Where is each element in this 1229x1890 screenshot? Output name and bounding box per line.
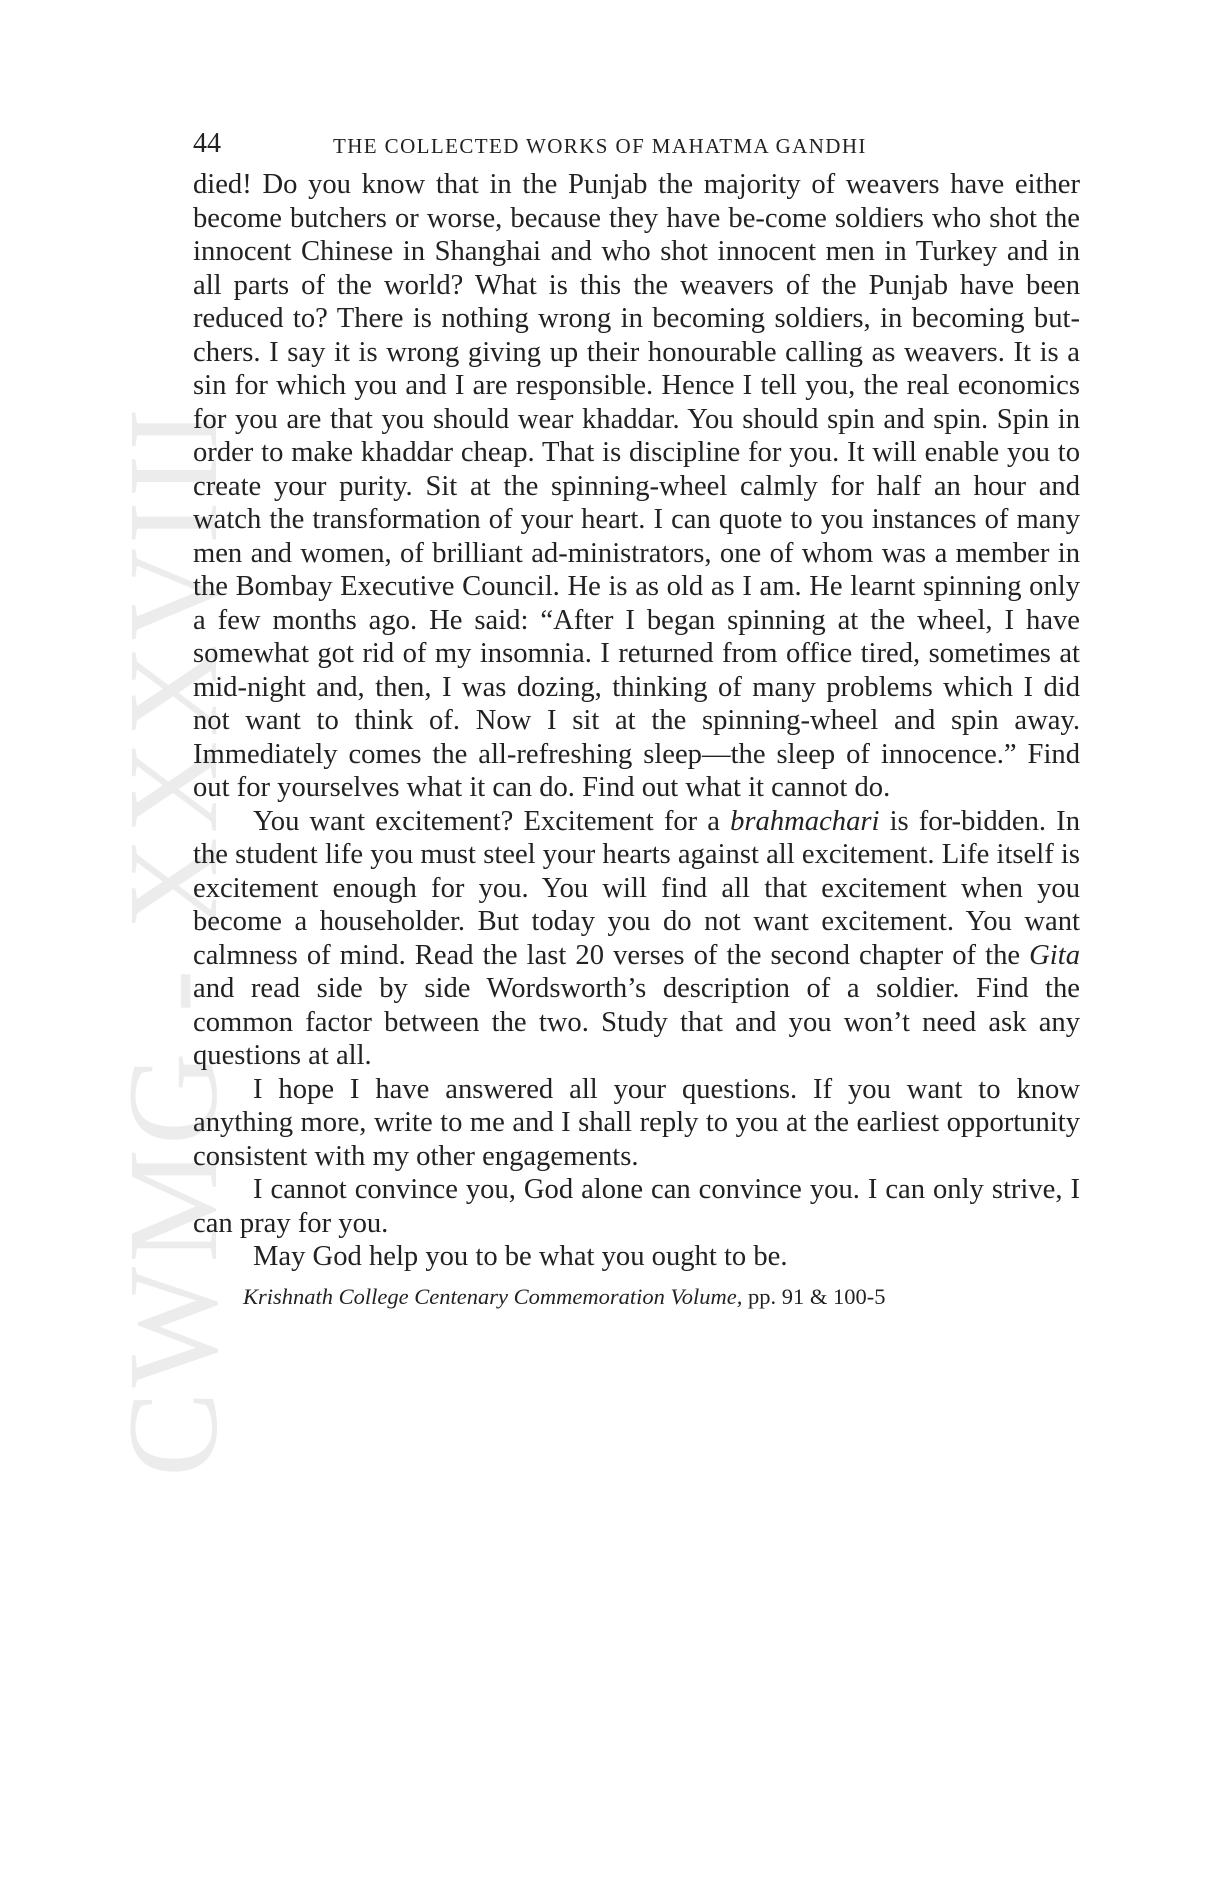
paragraph-2-start: You want excitement? Excitement for a bbox=[253, 805, 731, 837]
source-publication: Krishnath College Centenary Commemoration Volume, bbox=[243, 1283, 743, 1309]
term-brahmachari: brahmachari bbox=[730, 805, 880, 837]
watermark-text: CWMG - XXXVIII bbox=[101, 403, 244, 1477]
term-gita: Gita bbox=[1029, 939, 1080, 971]
paragraph-5: May God help you to be what you ought to be. bbox=[253, 1241, 788, 1272]
page-number: 44 bbox=[193, 128, 221, 159]
document-page bbox=[193, 128, 1080, 1312]
source-citation bbox=[193, 1282, 1080, 1312]
paragraph-2 bbox=[193, 805, 1080, 1073]
paragraph-4: I cannot convince you, God alone can convince you. I can only strive, I can pray for you. bbox=[193, 1174, 1080, 1239]
body-text bbox=[193, 168, 1080, 1274]
paragraph-1: died! Do you know that in the Punjab the majority of weavers have either become butchers or worse, because they have be-come soldiers who shot the innocent Chinese in Shanghai and who shot innocent men in Turkey and in all parts of the world? What is this the weavers of the Punjab have been reduced to? There is nothing wrong in becoming soldiers, in becoming but-chers. I say it is wrong giving up their honourable calling as weavers. It is a sin for which you and I are responsible. Hence I tell you, the real economics for you are that you should wear khaddar. You should spin and spin. Spin in order to make khaddar cheap. That is discipline for you. It will enable you to create your purity. Sit at the spinning-wheel calmly for half an hour and watch the transformation of your heart. I can quote to you instances of many men and women, of brilliant ad-ministrators, one of whom was a member in the Bombay Executive Council. He is as old as I am. He learnt spinning only a few months ago. He said: “After I began spinning at the wheel, I have somewhat got rid of my insomnia. I returned from office tired, sometimes at mid-night and, then, I was dozing, thinking of many problems which I did not want to think of. Now I sit at the spinning-wheel and spin away. Immediately comes the all-refreshing sleep—the sleep of innocence.” Find out for yourselves what it can do. Find out what it cannot do. bbox=[193, 169, 1080, 803]
paragraph-2-middle: is for-bidden. In the student life you must steel your hearts against all excitement. Life itself is excitement enough for you. You will find all that excitement when you become a householder. But today you do not want excitement. You want calmness of mind. Read the last 20 verses of the second chapter of the bbox=[193, 805, 1080, 971]
running-title: THE COLLECTED WORKS OF MAHATMA GANDHI bbox=[333, 134, 867, 158]
paragraph-3: I hope I have answered all your questions. If you want to know anything more, write to me and I shall reply to you at the earliest opportunity consistent with my other engagements. bbox=[193, 1073, 1080, 1172]
paragraph-2-end: and read side by side Wordsworth’s description of a soldier. Find the common factor between the two. Study that and you won’t need ask any questions at all. bbox=[193, 973, 1080, 1071]
source-pages: pp. 91 & 100-5 bbox=[742, 1283, 886, 1309]
running-head bbox=[193, 128, 1080, 168]
